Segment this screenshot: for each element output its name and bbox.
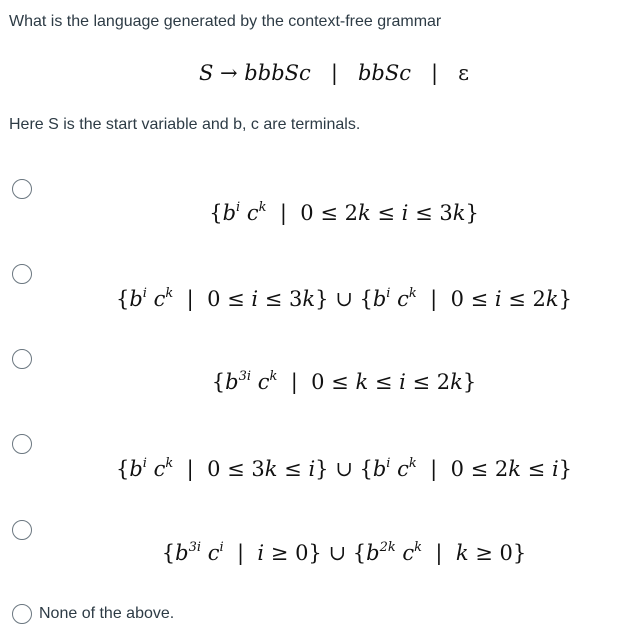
radio-button-4[interactable]	[12, 434, 32, 454]
option-6-label: None of the above.	[39, 605, 175, 622]
option-1-expression: {$b^i$ $c^k$ | 0 ≤ 2k ≤ i ≤ 3k}	[209, 200, 479, 225]
grammar-rule: S → bbbSc | bbSc | ε	[198, 61, 470, 85]
radio-button-5[interactable]	[12, 520, 32, 540]
option-4-expression: {$b^i$ $c^k$ | 0 ≤ 3k ≤ i} ∪ {$b^i$ $c^k$ | 0 ≤ 2k ≤ i}	[115, 456, 573, 481]
option-1[interactable]	[0, 178, 628, 258]
question-text: What is the language generated by the context-free grammar	[9, 13, 442, 30]
note-text: Here S is the start variable and b, c are terminals.	[9, 116, 361, 133]
radio-button-3[interactable]	[12, 349, 32, 369]
option-5-expression: {$b^{3i}$ $c^i$ | i ≥ 0} ∪ {$b^{2k}$ $c^k$ | k ≥ 0}	[161, 540, 527, 565]
radio-button-6[interactable]	[12, 604, 32, 624]
radio-button-1[interactable]	[12, 179, 32, 199]
radio-button-2[interactable]	[12, 264, 32, 284]
option-6[interactable]	[0, 603, 628, 627]
option-4[interactable]	[0, 433, 628, 513]
option-2[interactable]	[0, 263, 628, 343]
option-5[interactable]	[0, 519, 628, 599]
option-3-expression: {$b^{3i}$ $c^k$ | 0 ≤ k ≤ i ≤ 2k}	[211, 369, 477, 394]
option-2-expression: {$b^i$ $c^k$ | 0 ≤ i ≤ 3k} ∪ {$b^i$ $c^k$ | 0 ≤ i ≤ 2k}	[115, 286, 573, 311]
option-3[interactable]	[0, 348, 628, 428]
